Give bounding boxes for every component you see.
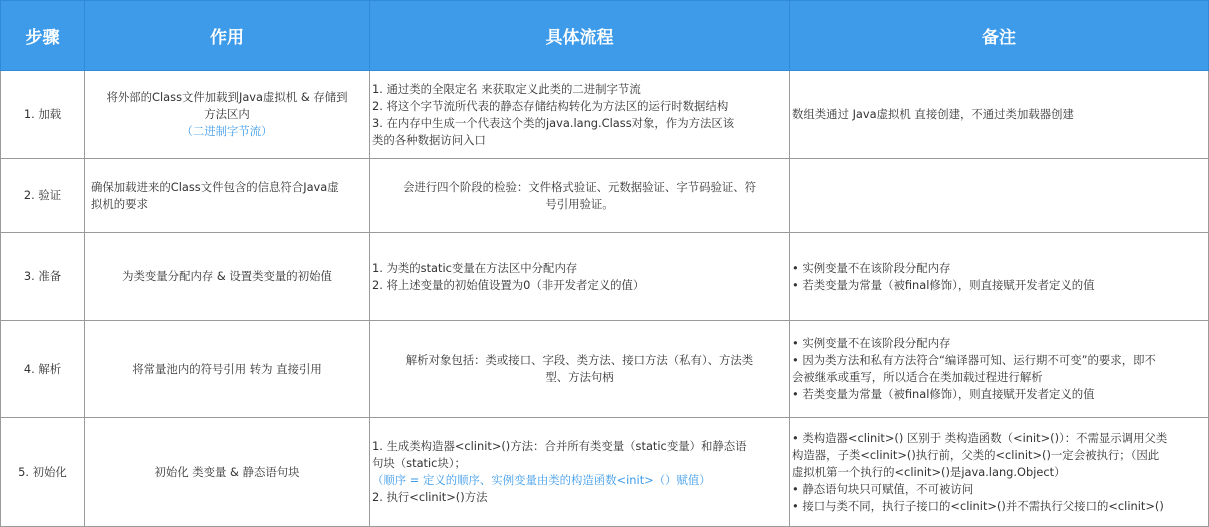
step-cell: 4. 解析 [1,321,85,418]
flow-note: （顺序 = 定义的顺序、实例变量由类的构造函数<init>（）赋值） [372,473,711,487]
table-row [1,418,1209,527]
header-purpose: 作用 [85,1,370,71]
flow-line: 2. 将上述变量的初始值设置为0（非开发者定义的值） [372,277,645,292]
flow-line: 解析对象包括：类或接口、字段、类方法、接口方法（私有）、方法类 [405,353,754,367]
note-cell [790,418,1209,527]
purpose-line: 将外部的Class文件加载到Java虚拟机 & 存储到 [106,90,348,104]
flow-line: 会进行四个阶段的检验：文件格式验证、元数据验证、字节码验证、符 [402,179,757,194]
flow-line: 号引用验证。 [545,196,614,211]
note-line: • 接口与类不同，执行子接口的<clinit>()并不需执行父接口的<clinit>() [792,498,1164,513]
flow-line: 类的各种数据访问入口 [372,132,486,147]
note-line: • 静态语句块只可赋值，不可被访问 [792,481,974,496]
flow-cell [370,418,790,527]
purpose-line: 将常量池内的符号引用 转为 直接引用 [132,361,322,376]
flow-line: 1. 生成类构造器<clinit>()方法：合并所有类变量（static变量）和静态语 [372,439,747,453]
header-row [1,1,1209,71]
note-line: 会被继承或重写，所以适合在类加载过程进行解析 [792,370,1043,384]
flow-cell [370,321,790,418]
note-line: • 实例变量不在该阶段分配内存 [792,336,951,350]
flow-line: 1. 通过类的全限定名 来获取定义此类的二进制字节流 [372,81,641,96]
note-line: 数组类通过 Java虚拟机 直接创建，不通过类加载器创建 [792,107,1074,121]
note-cell [790,159,1209,233]
note-line: • 若类变量为常量（被final修饰），则直接赋开发者定义的值 [792,277,1095,292]
step-cell: 1. 加载 [1,71,85,159]
purpose-line: 初始化 类变量 & 静态语句块 [154,464,300,479]
flow-cell [370,71,790,159]
note-line: • 若类变量为常量（被final修饰），则直接赋开发者定义的值 [792,387,1095,401]
note-cell [790,233,1209,321]
note-line: 构造器，子类<clinit>()执行前，父类的<clinit>()一定会被执行；（因此 [792,447,1160,462]
flow-cell [370,233,790,321]
header-flow: 具体流程 [370,1,790,71]
flow-line: 2. 将这个字节流所代表的静态存储结构转化为方法区的运行时数据结构 [372,98,729,113]
purpose-line: 方法区内 [204,107,250,121]
header-note: 备注 [790,1,1209,71]
table-row [1,71,1209,159]
purpose-note: （二进制字节流） [181,124,273,138]
note-line: 虚拟机第一个执行的<clinit>()是java.lang.Object） [792,464,1066,479]
step-cell: 3. 准备 [1,233,85,321]
purpose-line: 为类变量分配内存 & 设置类变量的初始值 [122,269,332,283]
table-row [1,321,1209,418]
flow-line: 1. 为类的static变量在方法区中分配内存 [372,260,578,275]
purpose-cell [85,233,370,321]
note-cell [790,321,1209,418]
purpose-cell [85,321,370,418]
flow-line: 2. 执行<clinit>()方法 [372,490,488,504]
note-line: • 类构造器<clinit>() 区别于 类构造函数（<init>()）：不需显示调用父类 [792,430,1168,445]
purpose-line: 拟机的要求 [91,196,148,211]
purpose-line: 确保加载进来的Class文件包含的信息符合Java虚 [91,179,339,194]
note-cell [790,71,1209,159]
purpose-cell [85,418,370,527]
flow-cell [370,159,790,233]
step-cell: 5. 初始化 [1,418,85,527]
note-line: • 因为类方法和私有方法符合“编译器可知、运行期不可变”的要求，即不 [792,353,1156,367]
step-cell: 2. 验证 [1,159,85,233]
table-row [1,159,1209,233]
flow-line: 句块（static块）； [372,456,466,470]
purpose-cell [85,71,370,159]
purpose-cell [85,159,370,233]
table-row [1,233,1209,321]
flow-line: 3. 在内存中生成一个代表这个类的java.lang.Class对象，作为方法区该 [372,115,735,130]
flow-line: 型、方法句柄 [545,370,614,384]
header-step: 步骤 [1,1,85,71]
note-line: • 实例变量不在该阶段分配内存 [792,260,951,275]
